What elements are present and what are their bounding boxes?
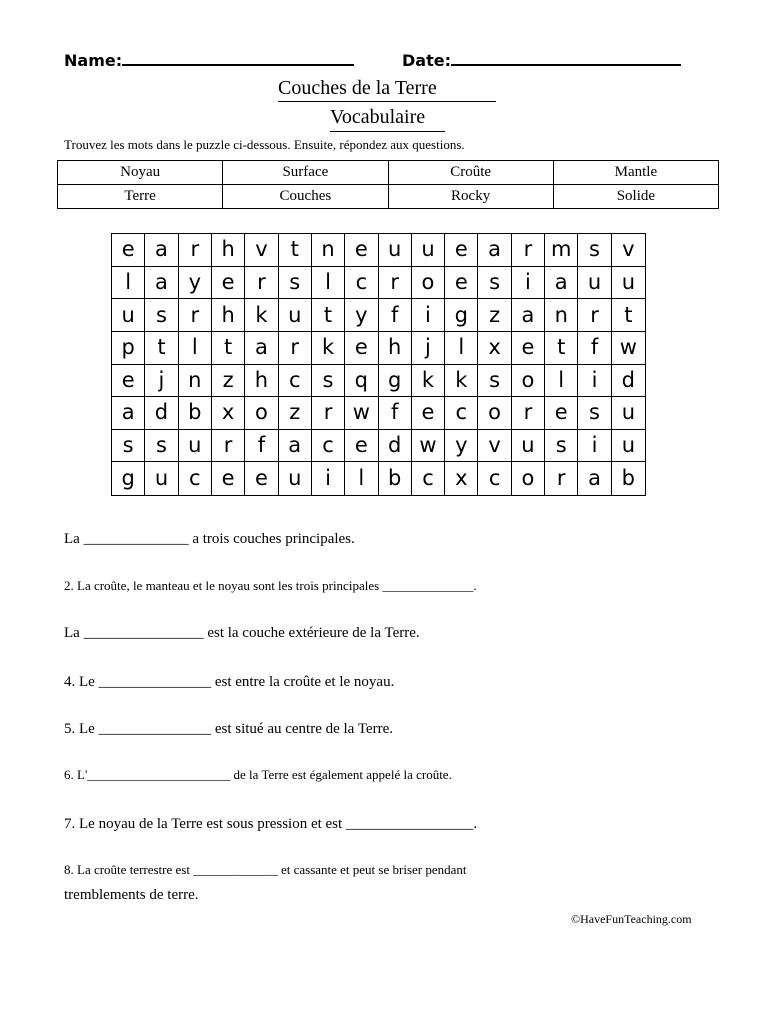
- puzzle-cell[interactable]: a: [578, 462, 611, 495]
- puzzle-cell[interactable]: s: [478, 365, 511, 398]
- vocab-word: Terre: [58, 185, 223, 209]
- puzzle-cell[interactable]: t: [545, 332, 578, 365]
- puzzle-cell[interactable]: e: [412, 397, 445, 430]
- puzzle-cell[interactable]: s: [578, 397, 611, 430]
- puzzle-cell[interactable]: c: [345, 267, 378, 300]
- question-3: La ________________ est la couche extérieure de la Terre.: [64, 625, 420, 641]
- question-8: 8. La croûte terrestre est _____________ et cassante et peut se briser pendant: [64, 862, 467, 877]
- vocab-word: Surface: [223, 161, 388, 185]
- puzzle-cell[interactable]: t: [145, 332, 178, 365]
- puzzle-cell[interactable]: e: [112, 365, 145, 398]
- puzzle-cell[interactable]: m: [545, 234, 578, 267]
- puzzle-cell[interactable]: c: [279, 365, 312, 398]
- puzzle-cell[interactable]: e: [212, 462, 245, 495]
- question-5: 5. Le _______________ est situé au centre de la Terre.: [64, 721, 393, 737]
- puzzle-cell[interactable]: n: [179, 365, 212, 398]
- puzzle-cell[interactable]: e: [445, 234, 478, 267]
- question-7: 7. Le noyau de la Terre est sous pression et est _________________.: [64, 816, 478, 832]
- puzzle-cell[interactable]: x: [445, 462, 478, 495]
- puzzle-cell[interactable]: u: [379, 234, 412, 267]
- puzzle-cell[interactable]: h: [212, 299, 245, 332]
- puzzle-cell[interactable]: c: [312, 430, 345, 463]
- puzzle-cell[interactable]: k: [245, 299, 278, 332]
- puzzle-cell[interactable]: u: [412, 234, 445, 267]
- puzzle-cell[interactable]: t: [279, 234, 312, 267]
- puzzle-cell[interactable]: x: [212, 397, 245, 430]
- puzzle-cell[interactable]: y: [345, 299, 378, 332]
- puzzle-cell[interactable]: a: [245, 332, 278, 365]
- puzzle-cell[interactable]: c: [478, 462, 511, 495]
- puzzle-cell[interactable]: x: [478, 332, 511, 365]
- puzzle-cell[interactable]: f: [379, 299, 412, 332]
- puzzle-cell[interactable]: o: [245, 397, 278, 430]
- copyright: ©HaveFunTeaching.com: [571, 912, 692, 926]
- puzzle-cell[interactable]: u: [578, 267, 611, 300]
- puzzle-cell[interactable]: r: [179, 299, 212, 332]
- puzzle-cell[interactable]: l: [179, 332, 212, 365]
- puzzle-cell[interactable]: p: [112, 332, 145, 365]
- puzzle-cell[interactable]: e: [345, 234, 378, 267]
- puzzle-cell[interactable]: i: [578, 365, 611, 398]
- puzzle-cell[interactable]: r: [512, 234, 545, 267]
- vocab-word: Noyau: [58, 161, 223, 185]
- puzzle-cell[interactable]: u: [612, 397, 645, 430]
- vocab-word: Croûte: [388, 161, 553, 185]
- puzzle-cell[interactable]: l: [545, 365, 578, 398]
- date-label: Date:: [402, 51, 451, 70]
- puzzle-cell[interactable]: e: [212, 267, 245, 300]
- puzzle-cell[interactable]: n: [545, 299, 578, 332]
- puzzle-cell[interactable]: e: [512, 332, 545, 365]
- puzzle-cell[interactable]: o: [512, 462, 545, 495]
- puzzle-cell[interactable]: r: [245, 267, 278, 300]
- vocab-word: Mantle: [553, 161, 718, 185]
- vocab-row: [58, 161, 719, 185]
- puzzle-cell[interactable]: u: [145, 462, 178, 495]
- puzzle-cell[interactable]: t: [312, 299, 345, 332]
- puzzle-cell[interactable]: v: [478, 430, 511, 463]
- puzzle-cell[interactable]: s: [145, 299, 178, 332]
- vocab-word: Rocky: [388, 185, 553, 209]
- puzzle-cell[interactable]: y: [179, 267, 212, 300]
- word-search-grid: [111, 233, 646, 496]
- puzzle-cell[interactable]: u: [179, 430, 212, 463]
- worksheet-title: Couches de la Terre: [278, 77, 437, 100]
- puzzle-cell[interactable]: t: [612, 299, 645, 332]
- puzzle-cell[interactable]: z: [279, 397, 312, 430]
- puzzle-cell[interactable]: s: [112, 430, 145, 463]
- puzzle-cell[interactable]: l: [345, 462, 378, 495]
- puzzle-cell[interactable]: j: [145, 365, 178, 398]
- puzzle-cell[interactable]: e: [345, 430, 378, 463]
- vocab-word: Couches: [223, 185, 388, 209]
- puzzle-cell[interactable]: l: [312, 267, 345, 300]
- puzzle-cell[interactable]: h: [245, 365, 278, 398]
- puzzle-cell[interactable]: g: [445, 299, 478, 332]
- puzzle-cell[interactable]: a: [112, 397, 145, 430]
- puzzle-cell[interactable]: a: [279, 430, 312, 463]
- puzzle-cell[interactable]: d: [379, 430, 412, 463]
- puzzle-cell[interactable]: v: [245, 234, 278, 267]
- puzzle-cell[interactable]: f: [245, 430, 278, 463]
- puzzle-cell[interactable]: u: [612, 267, 645, 300]
- puzzle-cell[interactable]: c: [445, 397, 478, 430]
- puzzle-cell[interactable]: w: [412, 430, 445, 463]
- puzzle-cell[interactable]: b: [621, 466, 636, 491]
- puzzle-cell[interactable]: i: [412, 299, 445, 332]
- puzzle-cell[interactable]: s: [578, 234, 611, 267]
- title-underline: [278, 101, 496, 102]
- puzzle-cell[interactable]: h: [379, 332, 412, 365]
- puzzle-cell[interactable]: v: [612, 234, 645, 267]
- puzzle-cell[interactable]: t: [212, 332, 245, 365]
- puzzle-cell[interactable]: e: [112, 234, 145, 267]
- question-4: 4. Le _______________ est entre la croûte et le noyau.: [64, 674, 395, 690]
- puzzle-cell[interactable]: r: [578, 299, 611, 332]
- puzzle-cell[interactable]: q: [345, 365, 378, 398]
- puzzle-cell[interactable]: z: [478, 299, 511, 332]
- puzzle-cell[interactable]: g: [112, 462, 145, 495]
- puzzle-cell[interactable]: r: [312, 397, 345, 430]
- puzzle-cell[interactable]: u: [512, 430, 545, 463]
- instructions: Trouvez les mots dans le puzzle ci-dessous. Ensuite, répondez aux questions.: [64, 137, 465, 152]
- puzzle-cell[interactable]: a: [478, 234, 511, 267]
- puzzle-cell[interactable]: g: [379, 365, 412, 398]
- question-8-continued: tremblements de terre.: [64, 887, 199, 903]
- puzzle-cell[interactable]: i: [578, 430, 611, 463]
- name-label: Name:: [64, 51, 123, 70]
- date-line[interactable]: [451, 50, 681, 66]
- puzzle-cell[interactable]: s: [145, 430, 178, 463]
- puzzle-cell[interactable]: r: [512, 397, 545, 430]
- puzzle-cell[interactable]: k: [412, 365, 445, 398]
- vocab-row: [58, 185, 719, 209]
- puzzle-cell[interactable]: s: [279, 267, 312, 300]
- puzzle-cell[interactable]: u: [612, 430, 645, 463]
- puzzle-cell[interactable]: s: [312, 365, 345, 398]
- puzzle-cell[interactable]: a: [512, 299, 545, 332]
- puzzle-cell[interactable]: r: [179, 234, 212, 267]
- puzzle-cell[interactable]: l: [445, 332, 478, 365]
- puzzle-cell[interactable]: o: [412, 267, 445, 300]
- puzzle-cell[interactable]: u: [279, 462, 312, 495]
- puzzle-cell[interactable]: d: [612, 365, 645, 398]
- puzzle-cell[interactable]: c: [179, 462, 212, 495]
- puzzle-cell[interactable]: b: [379, 462, 412, 495]
- puzzle-cell[interactable]: r: [212, 430, 245, 463]
- puzzle-cell[interactable]: e: [345, 332, 378, 365]
- puzzle-cell[interactable]: w: [612, 332, 645, 365]
- puzzle-cell[interactable]: a: [145, 267, 178, 300]
- name-line[interactable]: [122, 50, 354, 66]
- puzzle-cell[interactable]: r: [279, 332, 312, 365]
- vocab-word: Solide: [553, 185, 718, 209]
- puzzle-cell[interactable]: e: [445, 267, 478, 300]
- puzzle-cell[interactable]: a: [545, 267, 578, 300]
- name-field: [64, 50, 354, 70]
- puzzle-cell[interactable]: f: [379, 397, 412, 430]
- puzzle-cell[interactable]: n: [312, 234, 345, 267]
- puzzle-cell[interactable]: d: [145, 397, 178, 430]
- puzzle-cell[interactable]: u: [279, 299, 312, 332]
- puzzle-cell[interactable]: i: [312, 462, 345, 495]
- puzzle-cell[interactable]: e: [245, 462, 278, 495]
- puzzle-cell[interactable]: z: [212, 365, 245, 398]
- puzzle-cell[interactable]: r: [545, 462, 578, 495]
- vocabulary-table: [57, 160, 719, 209]
- worksheet-subtitle: Vocabulaire: [330, 106, 425, 129]
- puzzle-cell[interactable]: e: [545, 397, 578, 430]
- puzzle-cell[interactable]: o: [478, 397, 511, 430]
- puzzle-cell[interactable]: s: [478, 267, 511, 300]
- subtitle-underline: [330, 131, 445, 132]
- puzzle-cell[interactable]: h: [212, 234, 245, 267]
- question-1: La ______________ a trois couches principales.: [64, 531, 355, 547]
- puzzle-cell[interactable]: y: [445, 430, 478, 463]
- puzzle-cell[interactable]: a: [145, 234, 178, 267]
- puzzle-cell[interactable]: k: [312, 332, 345, 365]
- puzzle-cell[interactable]: w: [345, 397, 378, 430]
- question-2: 2. La croûte, le manteau et le noyau sont les trois principales ______________.: [64, 578, 477, 593]
- puzzle-cell[interactable]: s: [545, 430, 578, 463]
- puzzle-cell[interactable]: u: [112, 299, 145, 332]
- puzzle-cell[interactable]: r: [379, 267, 412, 300]
- puzzle-cell[interactable]: b: [179, 397, 212, 430]
- puzzle-cell[interactable]: j: [412, 332, 445, 365]
- date-field: [402, 50, 681, 70]
- puzzle-cell[interactable]: k: [445, 365, 478, 398]
- puzzle-cell[interactable]: f: [578, 332, 611, 365]
- puzzle-cell[interactable]: c: [412, 462, 445, 495]
- question-6: 6. L'______________________ de la Terre est également appelé la croûte.: [64, 767, 452, 782]
- puzzle-cell[interactable]: i: [512, 267, 545, 300]
- puzzle-cell[interactable]: l: [112, 267, 145, 300]
- puzzle-cell[interactable]: o: [512, 365, 545, 398]
